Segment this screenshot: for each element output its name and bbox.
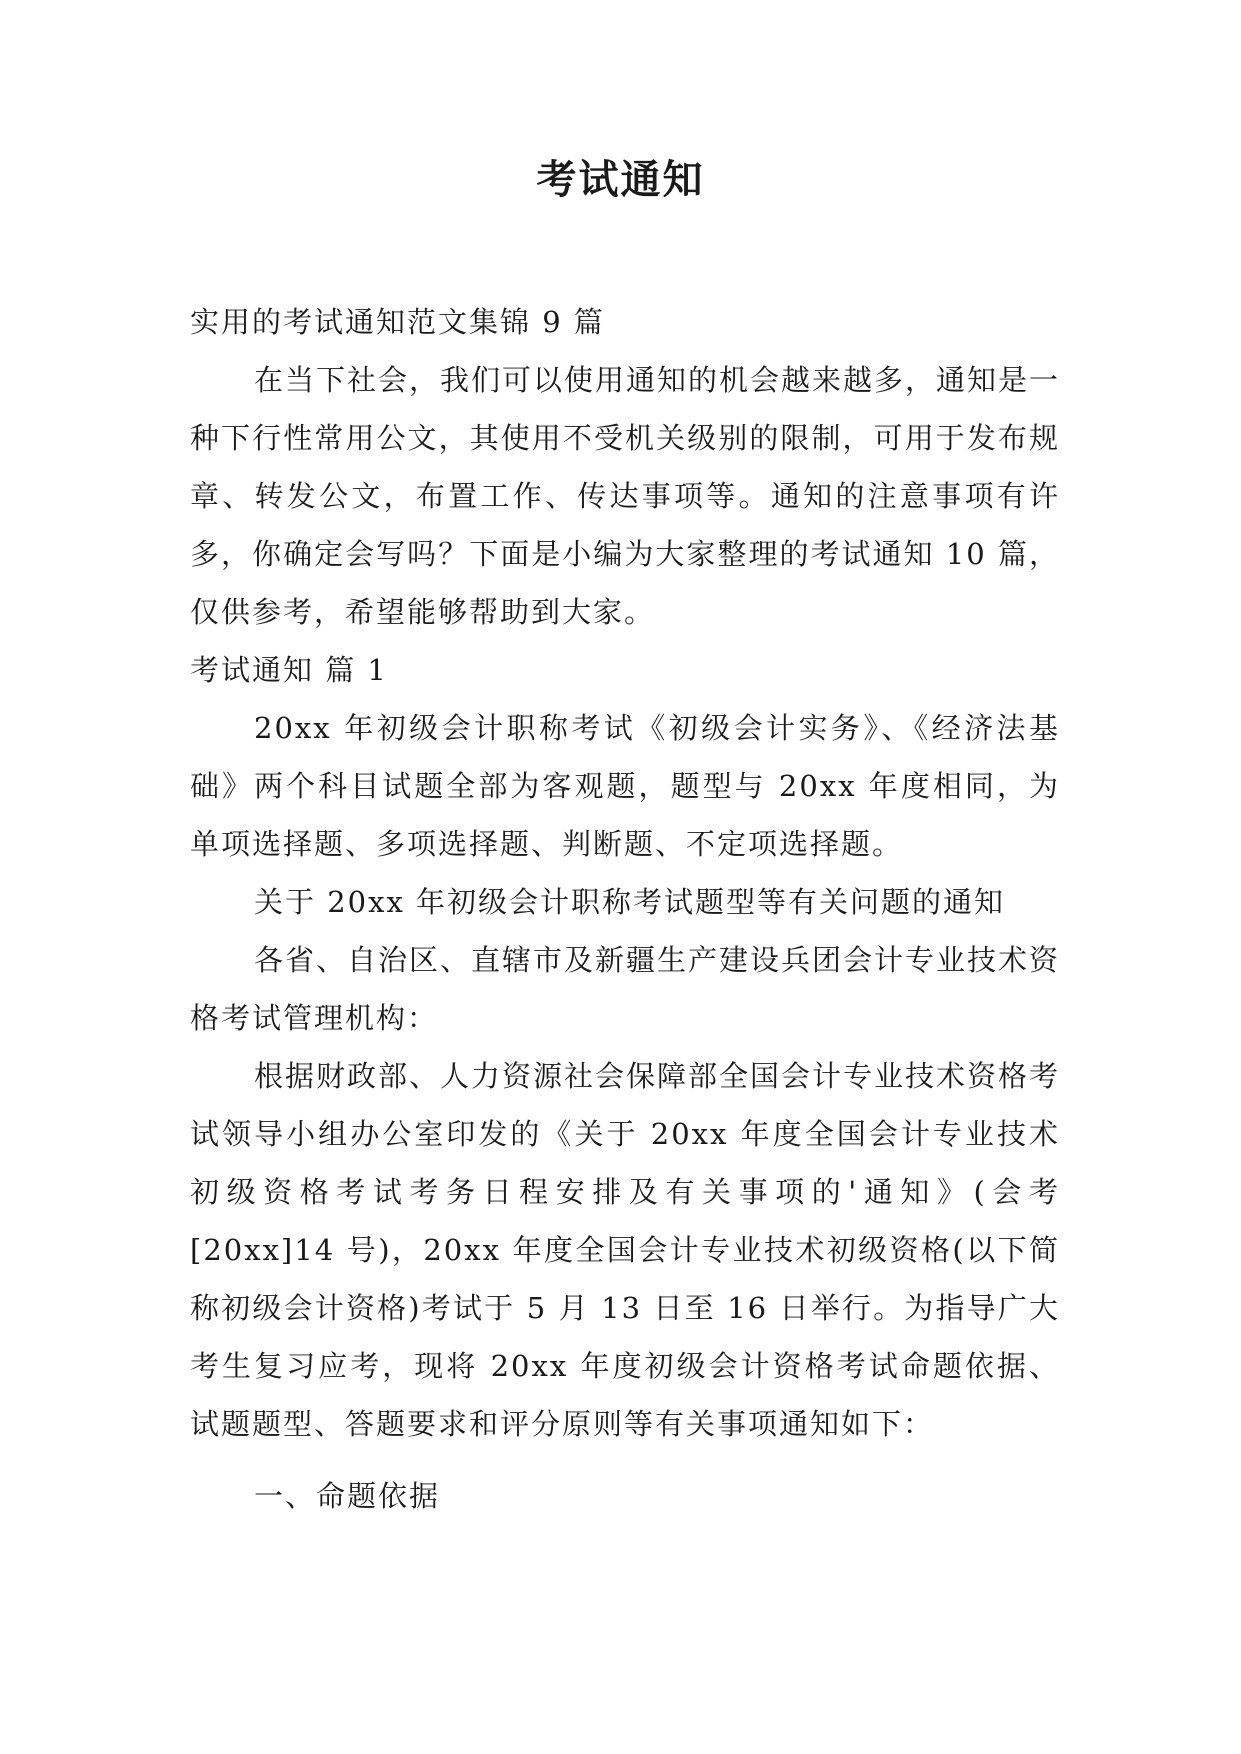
document-subtitle: 实用的考试通知范文集锦 9 篇: [190, 305, 605, 339]
document-title: 考试通知: [536, 157, 705, 203]
notice-heading: 关于 20xx 年初级会计职称考试题型等有关问题的通知: [254, 885, 1006, 919]
body-paragraph: 根据财政部、人力资源社会保障部全国会计专业技术资格考试领导小组办公室印发的《关于 20xx 年度全国会计专业技术初级资格考试考务日程安排及有关事项的'通知》(会考[20xx]14 号)，20xx 年度全国会计专业技术初级资格(以下简称初级会计资格)考试于 5 月 13 日至 16 日举行。为指导广大考生复习应考，现将 20xx 年度初级会计资格考试命题依据、试题题型、答题要求和评分原则等有关事项通知如下：: [190, 1059, 1061, 1441]
document-body: [190, 293, 1060, 1525]
recipient-paragraph: 各省、自治区、直辖市及新疆生产建设兵团会计专业技术资格考试管理机构：: [190, 943, 1061, 1035]
intro-paragraph: 在当下社会，我们可以使用通知的机会越来越多，通知是一种下行性常用公文，其使用不受机关级别的限制，可用于发布规章、转发公文，布置工作、传达事项等。通知的注意事项有许多，你确定会写吗？下面是小编为大家整理的考试通知 10 篇，仅供参考，希望能够帮助到大家。: [190, 363, 1061, 629]
section-heading: 考试通知 篇 1: [190, 653, 388, 687]
body-paragraph: 20xx 年初级会计职称考试《初级会计实务》、《经济法基础》两个科目试题全部为客观题，题型与 20xx 年度相同，为单项选择题、多项选择题、判断题、不定项选择题。: [190, 711, 1060, 861]
subsection-heading: 一、命题依据: [254, 1479, 441, 1513]
